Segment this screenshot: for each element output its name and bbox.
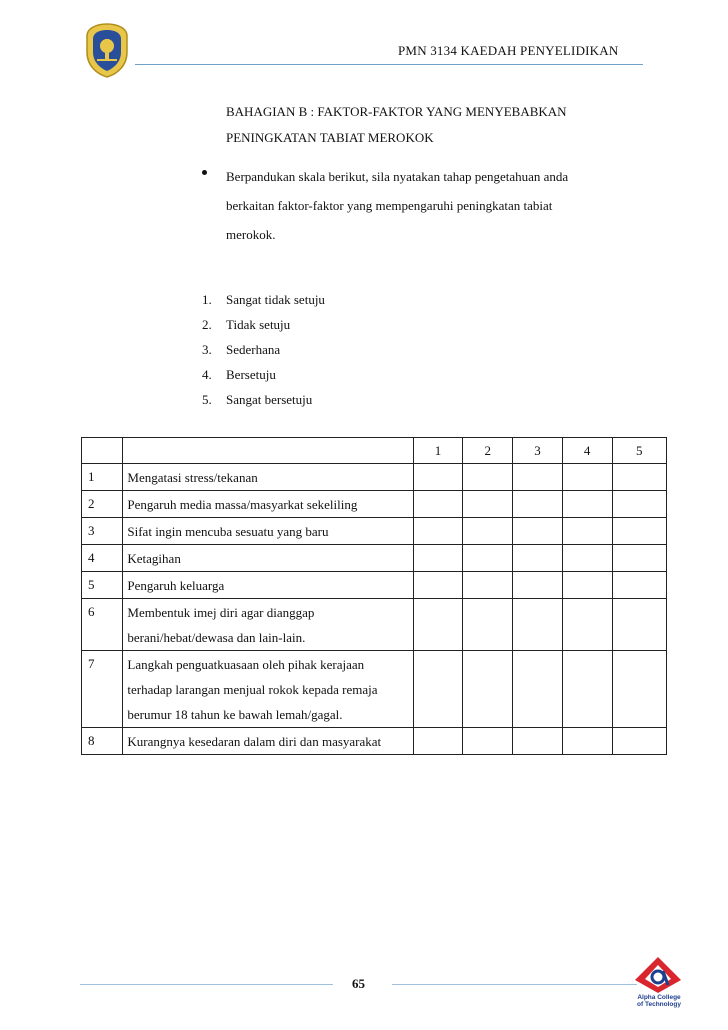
table-row: [82, 728, 667, 755]
bullet-icon: [202, 170, 207, 175]
footer-divider-left: [80, 984, 333, 985]
rating-cell-3[interactable]: [513, 491, 563, 518]
section-title: [226, 99, 567, 151]
rating-cell-4[interactable]: [562, 464, 612, 491]
rating-cell-1[interactable]: [413, 545, 463, 572]
rating-cell-3[interactable]: [513, 572, 563, 599]
scale-number: 1.: [202, 292, 212, 307]
rating-cell-2[interactable]: [463, 518, 513, 545]
statement-line: Pengaruh keluarga: [127, 578, 225, 593]
statement-line: terhadap larangan menjual rokok kepada remaja: [127, 682, 378, 697]
table-row: [82, 572, 667, 599]
scale-number: 5.: [202, 392, 212, 407]
rating-cell-4[interactable]: [562, 599, 612, 651]
table-row: [82, 651, 667, 728]
header-cell-scale: 5: [612, 438, 666, 464]
scale-item: [202, 312, 325, 337]
rating-cell-3[interactable]: [513, 651, 563, 728]
row-number-cell: 8: [82, 728, 123, 755]
row-number-cell: 1: [82, 464, 123, 491]
college-name-line: of Technology: [637, 1001, 681, 1008]
table-row: [82, 491, 667, 518]
document-header-title: PMN 3134 KAEDAH PENYELIDIKAN: [398, 43, 619, 58]
rating-cell-4[interactable]: [562, 518, 612, 545]
scale-number: 4.: [202, 367, 212, 382]
rating-cell-2[interactable]: [463, 464, 513, 491]
instruction-paragraph: [226, 162, 626, 249]
college-name-line: Alpha College: [637, 994, 681, 1001]
scale-label: Sangat bersetuju: [226, 392, 313, 407]
rating-cell-3[interactable]: [513, 518, 563, 545]
scale-item: [202, 337, 325, 362]
scale-item: [202, 387, 325, 412]
scale-label: Bersetuju: [226, 367, 276, 382]
rating-cell-3[interactable]: [513, 545, 563, 572]
rating-cell-4[interactable]: [562, 728, 612, 755]
rating-cell-3[interactable]: [513, 728, 563, 755]
rating-cell-2[interactable]: [463, 491, 513, 518]
rating-cell-1[interactable]: [413, 728, 463, 755]
header-cell: [82, 438, 123, 464]
rating-cell-1[interactable]: [413, 572, 463, 599]
rating-cell-5[interactable]: [612, 491, 666, 518]
rating-cell-2[interactable]: [463, 545, 513, 572]
rating-cell-1[interactable]: [413, 651, 463, 728]
row-number-cell: 7: [82, 651, 123, 728]
row-number-cell: 5: [82, 572, 123, 599]
scale-label: Tidak setuju: [226, 317, 291, 332]
table-row: [82, 545, 667, 572]
statement-line: Pengaruh media massa/masyarkat sekeliling: [127, 497, 358, 512]
rating-cell-2[interactable]: [463, 728, 513, 755]
row-number-cell: 2: [82, 491, 123, 518]
rating-cell-5[interactable]: [612, 518, 666, 545]
rating-cell-4[interactable]: [562, 491, 612, 518]
instruction-line: merokok.: [226, 227, 276, 242]
rating-cell-5[interactable]: [612, 572, 666, 599]
rating-cell-1[interactable]: [413, 464, 463, 491]
header-cell-scale: 3: [513, 438, 563, 464]
rating-cell-4[interactable]: [562, 651, 612, 728]
statement-line: berumur 18 tahun ke bawah lemah/gagal.: [127, 707, 343, 722]
statement-line: berani/hebat/dewasa dan lain-lain.: [127, 630, 306, 645]
rating-cell-5[interactable]: [612, 464, 666, 491]
scale-number: 2.: [202, 317, 212, 332]
rating-cell-2[interactable]: [463, 572, 513, 599]
row-number-cell: 3: [82, 518, 123, 545]
rating-cell-4[interactable]: [562, 572, 612, 599]
statement-line: Ketagihan: [127, 551, 181, 566]
university-crest-logo: [84, 22, 130, 78]
rating-cell-3[interactable]: [513, 464, 563, 491]
section-title-line: PENINGKATAN TABIAT MEROKOK: [226, 130, 434, 145]
rating-scale-list: [202, 287, 325, 412]
table-row: [82, 599, 667, 651]
statement-cell: [123, 651, 413, 728]
instruction-line: Berpandukan skala berikut, sila nyatakan tahap pengetahuan anda: [226, 169, 569, 184]
rating-cell-2[interactable]: [463, 651, 513, 728]
statement-cell: [123, 545, 413, 572]
rating-cell-5[interactable]: [612, 599, 666, 651]
header-cell-scale: 1: [413, 438, 463, 464]
header-divider: [135, 64, 643, 65]
rating-cell-4[interactable]: [562, 545, 612, 572]
table-row: [82, 518, 667, 545]
statement-line: Sifat ingin mencuba sesuatu yang baru: [127, 524, 329, 539]
row-number-cell: 4: [82, 545, 123, 572]
footer-divider-right: [392, 984, 637, 985]
statement-cell: [123, 572, 413, 599]
rating-cell-2[interactable]: [463, 599, 513, 651]
statement-line: Mengatasi stress/tekanan: [127, 470, 258, 485]
scale-item: [202, 362, 325, 387]
rating-cell-5[interactable]: [612, 651, 666, 728]
statement-line: Kurangnya kesedaran dalam diri dan masyarakat: [127, 734, 382, 749]
table-row: [82, 464, 667, 491]
page-number: 65: [352, 976, 365, 991]
statement-line: Membentuk imej diri agar dianggap: [127, 605, 315, 620]
header-cell-scale: 2: [463, 438, 513, 464]
header-cell: [123, 438, 413, 464]
statement-cell: [123, 491, 413, 518]
instruction-line: berkaitan faktor-faktor yang mempengaruhi peningkatan tabiat: [226, 198, 553, 213]
statement-cell: [123, 599, 413, 651]
statement-cell: [123, 518, 413, 545]
college-name: [634, 994, 684, 1008]
header-cell-scale: 4: [562, 438, 612, 464]
rating-cell-1[interactable]: [413, 518, 463, 545]
statement-line: Langkah penguatkuasaan oleh pihak kerajaan: [127, 657, 365, 672]
rating-cell-5[interactable]: [612, 545, 666, 572]
scale-label: Sangat tidak setuju: [226, 292, 325, 307]
scale-number: 3.: [202, 342, 212, 357]
survey-table: [81, 437, 667, 755]
row-number-cell: 6: [82, 599, 123, 651]
scale-label: Sederhana: [226, 342, 281, 357]
rating-cell-5[interactable]: [612, 728, 666, 755]
rating-cell-1[interactable]: [413, 599, 463, 651]
table-header-row: [82, 438, 667, 464]
statement-cell: [123, 728, 413, 755]
rating-cell-1[interactable]: [413, 491, 463, 518]
statement-cell: [123, 464, 413, 491]
rating-cell-3[interactable]: [513, 599, 563, 651]
section-title-line: BAHAGIAN B : FAKTOR-FAKTOR YANG MENYEBABKAN: [226, 104, 567, 119]
scale-item: [202, 287, 325, 312]
